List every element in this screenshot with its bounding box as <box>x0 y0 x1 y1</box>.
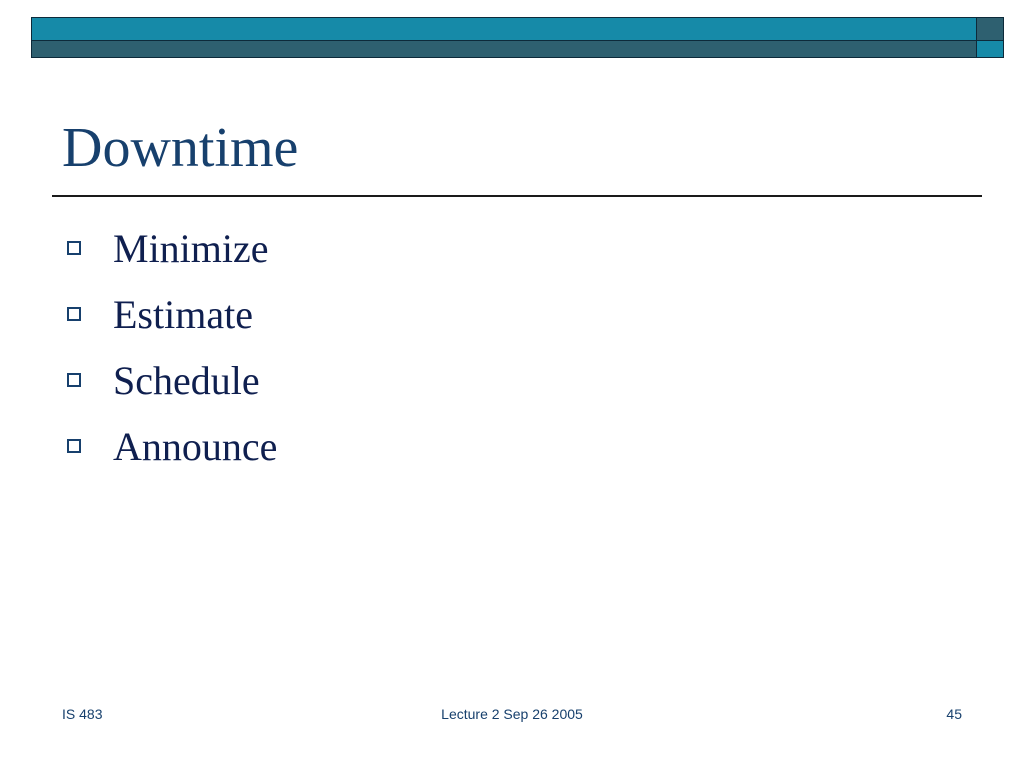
banner-corner-top <box>977 17 1004 41</box>
slide-title: Downtime <box>62 117 299 179</box>
footer-slide-number: 45 <box>946 706 962 722</box>
bullet-text: Announce <box>113 423 278 469</box>
banner-main-bottom <box>31 41 977 58</box>
bullet-text: Schedule <box>113 357 260 403</box>
bullet-item <box>62 215 277 281</box>
banner-corner-bottom <box>977 41 1004 58</box>
banner-main-top <box>31 17 977 41</box>
bullet-item <box>62 347 277 413</box>
bullet-item <box>62 413 277 479</box>
hollow-square-bullet-icon <box>67 307 81 321</box>
footer-lecture-date: Lecture 2 Sep 26 2005 <box>441 706 583 722</box>
title-divider <box>52 195 982 197</box>
hollow-square-bullet-icon <box>67 241 81 255</box>
bullet-item <box>62 281 277 347</box>
bullet-text: Estimate <box>113 291 253 337</box>
bullet-list <box>62 215 277 479</box>
footer-course: IS 483 <box>62 706 103 722</box>
hollow-square-bullet-icon <box>67 439 81 453</box>
hollow-square-bullet-icon <box>67 373 81 387</box>
bullet-text: Minimize <box>113 225 269 271</box>
